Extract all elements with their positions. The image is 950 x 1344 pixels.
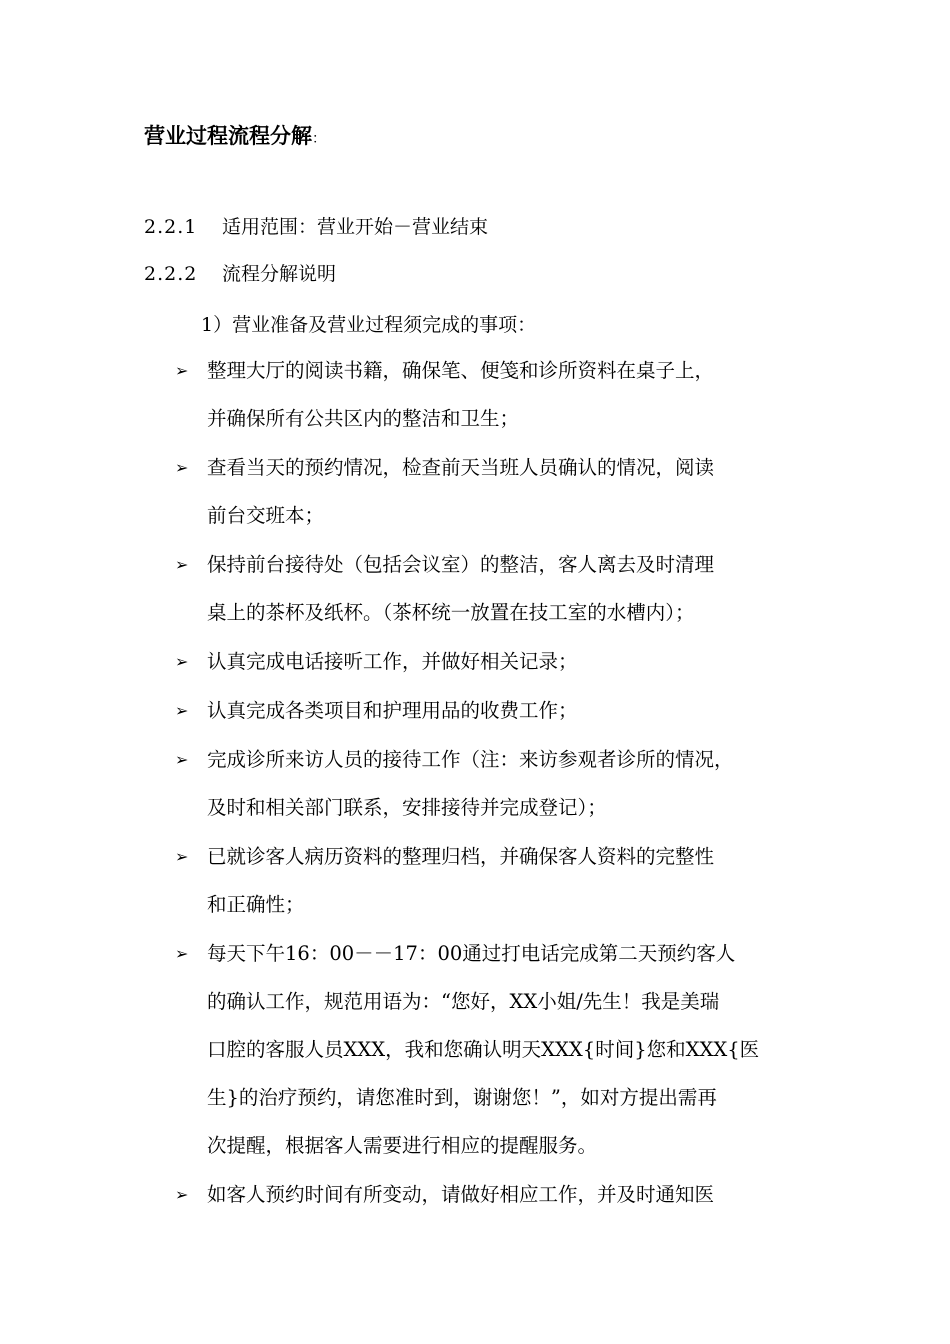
list-item: [175, 1171, 835, 1219]
list-item: [175, 638, 835, 686]
list-item-line: 桌上的茶杯及纸杯。（茶杯统一放置在技工室的水槽内）；: [207, 601, 695, 624]
list-item: [175, 930, 835, 1170]
list-item-line: 认真完成电话接听工作，并做好相关记录；: [207, 650, 578, 673]
list-item-line: 每天下午16：00－－17：00通过打电话完成第二天预约客人: [207, 942, 736, 965]
list-item-line: 生}的治疗预约，请您准时到，谢谢您！”，如对方提出需再: [207, 1086, 717, 1109]
arrow-bullet-icon: ➢: [175, 652, 189, 671]
section-number: 2.2.1: [144, 216, 198, 238]
arrow-bullet-icon: ➢: [175, 458, 189, 477]
list-item-line: 及时和相关部门联系，安排接待并完成登记）；: [207, 796, 607, 819]
section-text: 适用范围：营业开始－营业结束: [222, 216, 489, 238]
arrow-bullet-icon: ➢: [175, 750, 189, 769]
list-item: [175, 833, 835, 929]
list-item: [175, 444, 835, 540]
arrow-bullet-icon: ➢: [175, 944, 189, 963]
list-item-line: 整理大厅的阅读书籍，确保笔、便笺和诊所资料在桌子上，: [207, 359, 715, 382]
list-item-line: 完成诊所来访人员的接待工作（注：来访参观者诊所的情况，: [207, 748, 734, 771]
section-heading-2-2-2: [144, 259, 336, 289]
section-heading-2-2-1: [144, 212, 488, 242]
arrow-bullet-icon: ➢: [175, 701, 189, 720]
arrow-bullet-icon: ➢: [175, 1185, 189, 1204]
arrow-bullet-icon: ➢: [175, 555, 189, 574]
section-text: 流程分解说明: [222, 263, 337, 285]
list-item-line: 前台交班本；: [207, 504, 325, 527]
page-title-colon: ：: [312, 131, 326, 147]
arrow-bullet-icon: ➢: [175, 847, 189, 866]
page-title: [144, 120, 326, 155]
list-item-line: 口腔的客服人员XXX，我和您确认明天XXX{时间}您和XXX{医: [207, 1038, 760, 1061]
list-item-line: 的确认工作，规范用语为：“您好，XX小姐/先生！我是美瑞: [207, 990, 720, 1013]
list-item-line: 次提醒，根据客人需要进行相应的提醒服务。: [207, 1134, 598, 1157]
section-number: 2.2.2: [144, 263, 198, 285]
list-item-line: 和正确性；: [207, 893, 305, 916]
arrow-bullet-icon: ➢: [175, 361, 189, 380]
list-item-line: 如客人预约时间有所变动，请做好相应工作，并及时通知医: [207, 1183, 715, 1206]
list-item-line: 并确保所有公共区内的整洁和卫生；: [207, 407, 520, 430]
bullet-list: [175, 347, 835, 1220]
subheading: 1）营业准备及营业过程须完成的事项：: [201, 314, 537, 336]
list-item: [175, 347, 835, 443]
list-item: [175, 736, 835, 832]
list-item: [175, 687, 835, 735]
list-item: [175, 541, 835, 637]
page-title-text: 营业过程流程分解: [144, 123, 312, 148]
list-item-line: 认真完成各类项目和护理用品的收费工作；: [207, 699, 578, 722]
list-item-line: 查看当天的预约情况，检查前天当班人员确认的情况，阅读: [207, 456, 715, 479]
list-item-line: 保持前台接待处（包括会议室）的整洁，客人离去及时清理: [207, 553, 715, 576]
list-item-line: 已就诊客人病历资料的整理归档，并确保客人资料的完整性: [207, 845, 715, 868]
